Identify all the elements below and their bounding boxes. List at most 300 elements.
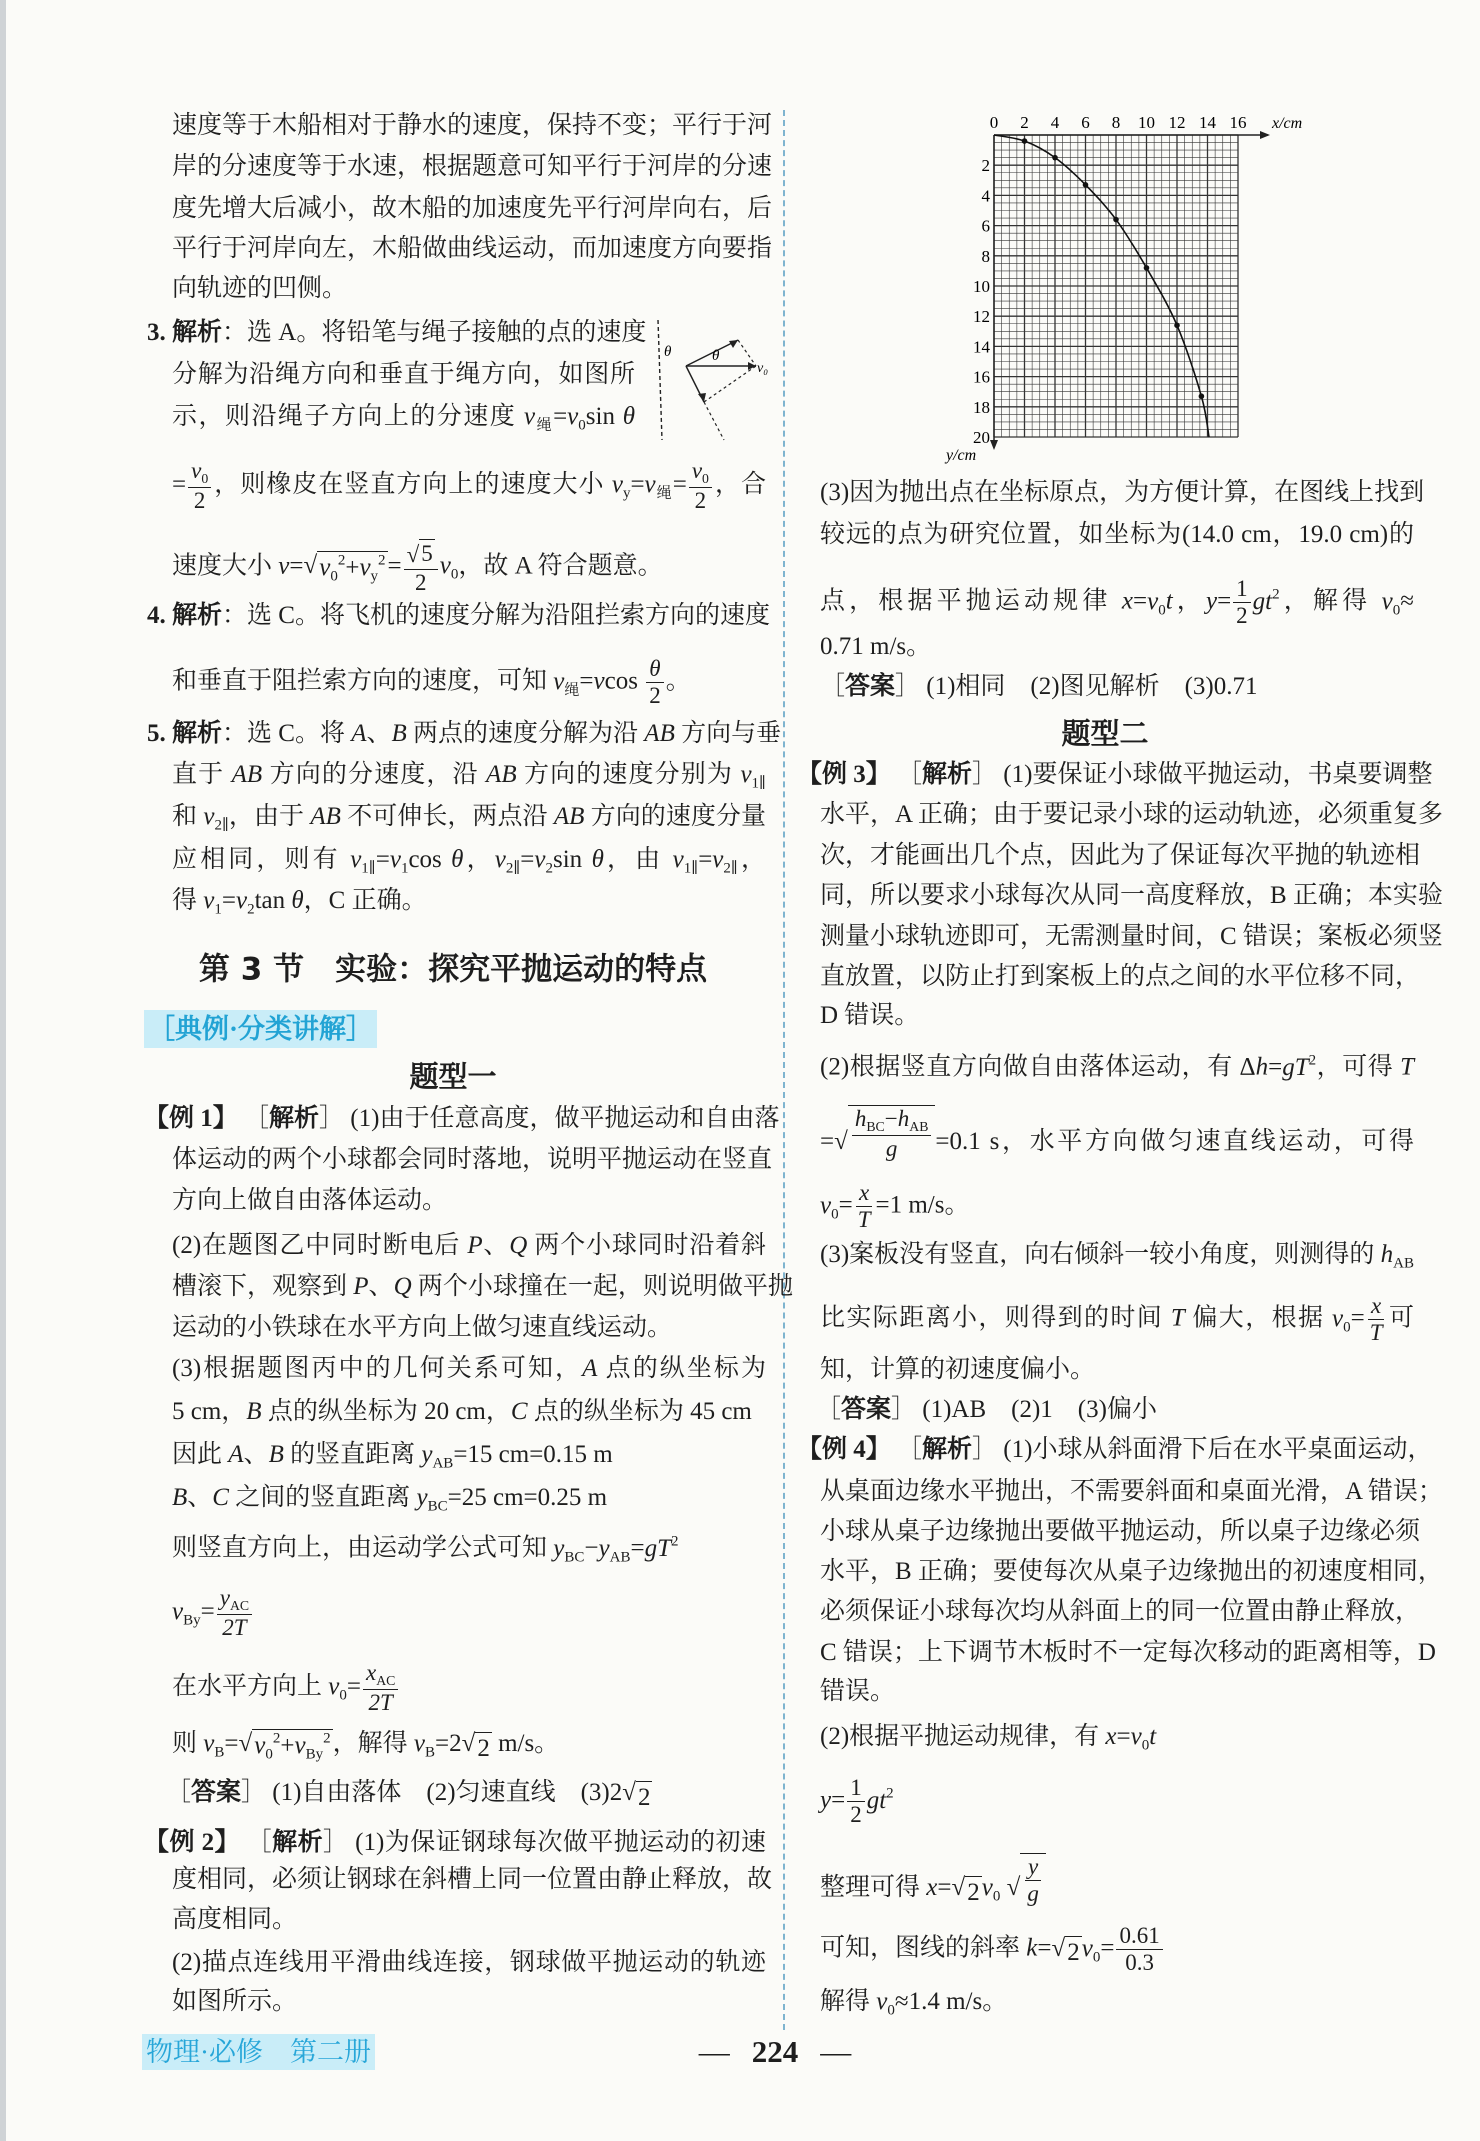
text-run: =: [672, 470, 687, 498]
math-var: [1332, 1304, 1351, 1335]
subscript: B: [424, 1744, 435, 1761]
text-run: 则竖直方向上，由运动学公式可知: [172, 1534, 554, 1562]
text-run: ］ (1)由于任意高度，做平抛运动和自由落: [319, 1105, 780, 1132]
fraction: [1233, 576, 1251, 630]
y-tick-label: 6: [981, 216, 990, 236]
text-run: 2: [649, 683, 661, 709]
text-run: 水平，B 正确；要使每次从桌子边缘抛出的初速度相同，: [820, 1558, 1443, 1585]
text-run: 体运动的两个小球都会同时落地，说明平抛运动在竖直: [172, 1146, 773, 1173]
text-run: 2: [1067, 1939, 1080, 1967]
numerator: [852, 1106, 932, 1136]
fraction: [1367, 1293, 1386, 1347]
text-run: ：选 A。将铅笔与绳子接触的点的速度: [222, 319, 647, 346]
math-symbol: v: [1332, 1304, 1344, 1332]
math-symbol: h: [897, 1106, 910, 1131]
text-line: [172, 1140, 773, 1180]
text-run: =: [820, 1128, 835, 1156]
math-var: [1166, 588, 1173, 615]
math-symbol: v: [876, 1988, 888, 2015]
text-run: 度先增大后减小，故木船的加速度先平行河岸向右，后: [172, 195, 773, 222]
math-var: [1381, 587, 1401, 618]
bold-label: 答案: [191, 1779, 242, 1806]
fraction: [404, 539, 438, 596]
subscript: 0: [1092, 1948, 1101, 1965]
math-var: [219, 1585, 250, 1613]
text-run: 从桌面边缘水平抛出，不需要斜面和桌面光滑，A 错误；: [820, 1478, 1443, 1505]
math-symbol: v: [712, 846, 724, 873]
math-var: [203, 803, 229, 834]
math-symbol: v: [319, 554, 331, 582]
math-var: [413, 1730, 435, 1761]
example-2-line: [144, 1823, 766, 1863]
math-var: [494, 846, 521, 877]
text-run: =0.1 s，水平方向做匀速直线运动，可得: [935, 1128, 1414, 1156]
text-run: 2: [637, 1783, 651, 1811]
text-run: sin: [585, 403, 623, 430]
answer-4-line: [147, 596, 769, 636]
subscript: 绳: [655, 485, 673, 502]
math-symbol: x: [926, 1873, 938, 1901]
text-line: [172, 189, 773, 229]
y-axis-arrow-icon: [990, 440, 998, 450]
math-symbol: P: [467, 1232, 483, 1259]
fraction: [1116, 1923, 1162, 1977]
square-root: [834, 1105, 935, 1162]
text-run: 速度大小: [172, 552, 279, 580]
math-symbol: gT: [644, 1534, 671, 1562]
text-run: 方向的分速度，沿: [262, 761, 487, 788]
radical-sign-icon: √: [406, 542, 420, 568]
subscript: 0: [1158, 601, 1166, 618]
math-var: [1253, 588, 1280, 615]
text-run: 方向与垂: [674, 720, 782, 747]
text-run: 之间的竖直距离: [228, 1484, 417, 1511]
text-line: [820, 836, 1421, 876]
math-symbol: v: [235, 887, 248, 914]
math-var: [598, 1534, 631, 1565]
math-symbol: t: [1165, 587, 1173, 615]
square-root: [622, 1773, 652, 1813]
text-run: +: [280, 1732, 295, 1759]
subscript: AB: [909, 1118, 929, 1134]
math-symbol: v: [278, 552, 290, 580]
text-run: 两个小球同时沿着斜: [527, 1232, 766, 1259]
math-symbol: v: [691, 458, 703, 483]
bold-label: 解析: [269, 1105, 320, 1132]
subscript: BC: [427, 1498, 448, 1515]
text-run: 速度等于木船相对于静水的速度，保持不变；平行于河: [172, 112, 773, 139]
text-line: [820, 1350, 1095, 1390]
denominator: [855, 1207, 874, 1233]
y-tick-label: 8: [981, 246, 990, 266]
formula-line: [820, 1773, 894, 1828]
math-symbol: v: [1147, 587, 1159, 615]
math-var: [1026, 1935, 1037, 1962]
text-run: 。: [665, 667, 691, 695]
text-run: −: [884, 1106, 898, 1131]
data-point: [1052, 155, 1058, 161]
math-var: [740, 761, 766, 792]
text-run: =: [1116, 1723, 1131, 1750]
text-run: 知，计算的初速度偏小。: [820, 1356, 1096, 1383]
math-var: [278, 552, 289, 579]
text-run: ，可得: [1316, 1053, 1401, 1081]
fraction: [363, 1660, 398, 1716]
text-run: 0.61: [1119, 1923, 1160, 1948]
math-symbol: g: [885, 1135, 898, 1161]
text-run: ，由: [603, 846, 673, 873]
text-run: 5 cm，: [172, 1398, 247, 1425]
denominator: [1367, 1320, 1386, 1346]
math-var: [486, 761, 517, 788]
numerator: [217, 1585, 252, 1615]
math-symbol: v: [294, 1732, 306, 1759]
text-run: 的竖直距离: [283, 1441, 422, 1468]
math-symbol: v: [981, 1873, 993, 1901]
denominator: [366, 1690, 396, 1716]
subscript: 0: [831, 1205, 839, 1222]
subscript: 绳: [535, 417, 554, 434]
section-title: 第 3 节 实验：探究平抛运动的特点: [198, 951, 708, 988]
text-run: tan: [254, 887, 292, 914]
text-run: 1: [1236, 575, 1248, 601]
text-run: 如图所示。: [172, 1988, 298, 2015]
superscript: 2: [272, 1730, 281, 1747]
text-run: (2)根据平抛运动规律，有: [820, 1723, 1106, 1750]
text-run: 错误。: [820, 1678, 896, 1705]
math-symbol: h: [1255, 1053, 1269, 1081]
text-run: ，故 A 符合题意。: [458, 552, 663, 580]
math-var: [1147, 587, 1166, 618]
subscript: 2∥: [214, 817, 229, 834]
text-run: (2)根据竖直方向做自由落体运动，有 Δ: [820, 1053, 1256, 1081]
text-run: ≈1.4 m/s。: [894, 1988, 1008, 2015]
formula-line: [820, 1180, 970, 1233]
text-run: 岸的分速度等于水速，根据题意可知平行于河岸的分速: [172, 153, 773, 180]
text-run: 示，则沿绳子方向上的分速度: [172, 403, 524, 430]
text-line: [172, 1435, 613, 1475]
math-symbol: A: [228, 1441, 244, 1468]
math-symbol: v: [254, 1732, 266, 1759]
math-var: [232, 761, 263, 788]
math-symbol: y: [820, 1786, 832, 1814]
text-run: −: [584, 1534, 599, 1562]
math-var: [553, 1534, 585, 1565]
math-var: [981, 1873, 1001, 1905]
formula-line: [172, 1660, 400, 1715]
x-tick-label: 14: [1199, 113, 1216, 132]
text-run: =: [831, 1786, 846, 1814]
text-line: [820, 1040, 1414, 1080]
math-symbol: B: [246, 1398, 262, 1425]
math-symbol: v: [567, 403, 579, 430]
data-point: [1144, 265, 1150, 271]
text-run: 高度相同。: [172, 1906, 298, 1933]
text-run: sin: [553, 846, 592, 873]
math-var: [1282, 1054, 1316, 1081]
subscript: AB: [1393, 1255, 1414, 1272]
math-var: [820, 1191, 839, 1222]
text-run: (2)描点连线用平滑曲线连接，钢球做平抛运动的轨迹: [172, 1949, 766, 1976]
math-symbol: v: [350, 846, 362, 873]
math-symbol: v: [820, 1191, 832, 1219]
math-symbol: v: [172, 1597, 184, 1625]
math-var: [467, 1232, 482, 1259]
radical-sign-icon: √: [1051, 1934, 1066, 1962]
text-run: =: [838, 1191, 853, 1219]
text-run: =: [1100, 1934, 1115, 1962]
math-var: [254, 1730, 281, 1763]
bold-label: 【例 1】: [144, 1105, 238, 1132]
text-run: ］ (1)自由落体 (2)匀速直线 (3)2: [241, 1779, 623, 1806]
math-var: [1371, 1293, 1381, 1318]
math-symbol: y: [1205, 587, 1218, 615]
math-var: [389, 846, 409, 877]
subscript: 0: [702, 470, 709, 486]
text-run: ］ (1)要保证小球做平抛运动，书桌要调整: [972, 761, 1433, 788]
bold-label: 4. 解析: [147, 602, 223, 629]
x-tick-label: 4: [1050, 113, 1060, 132]
math-symbol: gT: [1282, 1053, 1309, 1081]
math-symbol: v: [439, 552, 451, 580]
subscript: 1∥: [751, 775, 766, 792]
numerator: [404, 539, 438, 570]
math-symbol: v: [389, 846, 401, 873]
text-run: ［: [890, 1436, 923, 1463]
text-line: [820, 795, 1443, 835]
math-var: [1171, 1305, 1185, 1332]
square-root: [303, 546, 387, 586]
text-line: [172, 269, 347, 309]
radicand: [1065, 1936, 1082, 1968]
numerator: [1116, 1923, 1162, 1950]
fraction: [188, 458, 211, 514]
text-run: ，: [463, 846, 495, 873]
radical-sign-icon: √: [834, 1128, 848, 1156]
text-run: 2: [477, 1734, 490, 1762]
math-var: [712, 846, 738, 877]
math-var: [328, 1672, 347, 1704]
section-tag: ［典例·分类讲解］: [144, 1010, 377, 1048]
math-var: [421, 1441, 454, 1472]
superscript: 2: [1308, 1052, 1317, 1068]
math-var: [897, 1106, 929, 1134]
math-var: [359, 552, 386, 585]
text-run: =: [1217, 587, 1232, 615]
subscript: 0: [265, 1746, 273, 1763]
text-run: =: [172, 470, 187, 498]
radical-sign-icon: √: [1006, 1873, 1021, 1901]
math-symbol: A: [351, 720, 367, 747]
math-var: [172, 1484, 187, 1511]
text-run: 、: [366, 720, 392, 747]
denominator: [1122, 1950, 1157, 1976]
text-run: =: [221, 887, 236, 914]
x-tick-label: 8: [1111, 113, 1121, 132]
math-symbol: gt: [1252, 587, 1273, 615]
fraction: [855, 1180, 874, 1234]
y-tick-label: 4: [981, 186, 990, 206]
velocity-label: v₀: [757, 361, 769, 376]
math-symbol: C: [510, 1398, 528, 1425]
text-run: 0.3: [1125, 1950, 1154, 1976]
text-run: 因此: [172, 1441, 229, 1468]
rope-velocity-diagram: [648, 318, 770, 442]
text-line: [172, 539, 663, 595]
bold-label: 5. 解析: [147, 720, 223, 747]
subscript: 2∥: [723, 860, 738, 877]
math-symbol: v: [644, 470, 656, 498]
math-symbol: y: [553, 1534, 565, 1562]
math-var: [191, 458, 209, 486]
text-line: [172, 1226, 766, 1266]
y-tick-label: 12: [973, 307, 990, 327]
bold-label: 解析: [922, 761, 973, 788]
math-var: [1105, 1723, 1116, 1750]
text-line: [820, 876, 1443, 916]
text-run: 2: [694, 487, 707, 513]
numerator: [847, 1775, 865, 1802]
math-var: [691, 458, 709, 486]
math-symbol: θ: [649, 656, 661, 681]
math-var: [222, 1615, 246, 1640]
subscript: By: [183, 1612, 201, 1629]
text-run: =1 m/s。: [875, 1191, 970, 1219]
denominator: [847, 1802, 865, 1828]
math-symbol: AB: [486, 761, 517, 788]
book-title-footer: 物理·必修 第二册: [142, 2034, 375, 2070]
text-run: ［: [239, 1829, 273, 1856]
subscript: By: [305, 1746, 324, 1763]
answer-line: [166, 1773, 652, 1813]
math-var: [269, 1441, 284, 1468]
math-var: [319, 552, 346, 585]
text-line: [820, 473, 1425, 513]
math-symbol: v: [593, 667, 605, 695]
math-var: [645, 1535, 679, 1562]
text-run: cos: [408, 846, 452, 873]
radical-sign-icon: √: [238, 1730, 253, 1757]
y-tick-label: 18: [973, 397, 990, 417]
math-symbol: y: [598, 1534, 610, 1562]
subscript: 2: [247, 901, 255, 918]
subscript: 0: [992, 1888, 1001, 1905]
text-line: [172, 355, 635, 395]
math-var: [212, 1484, 229, 1511]
text-run: ，则橡皮在竖直方向上的速度大小: [213, 470, 612, 498]
text-line: [172, 840, 766, 880]
text-run: =: [1350, 1304, 1365, 1332]
text-run: 则: [172, 1730, 204, 1757]
math-var: [611, 470, 631, 502]
formula-line: [172, 1585, 254, 1640]
radical-sign-icon: √: [951, 1873, 966, 1901]
text-run: 度相同，必须让钢球在斜槽上同一位置由静止释放，故: [172, 1866, 773, 1893]
math-var: [294, 1730, 331, 1763]
math-symbol: y: [421, 1441, 433, 1468]
dashed-line: [704, 366, 756, 402]
math-symbol: x: [859, 1180, 870, 1205]
text-run: 应相同，则有: [172, 846, 351, 873]
math-var: [644, 470, 673, 502]
text-run: ］ (1)为保证钢球每次做平抛运动的初速: [323, 1829, 766, 1856]
fraction: [1024, 1854, 1042, 1908]
math-var: [867, 1787, 894, 1814]
text-run: 、: [482, 1232, 510, 1259]
math-var: [553, 667, 580, 698]
page-edge: [0, 0, 6, 2141]
math-symbol: B: [172, 1484, 188, 1511]
subscript: y: [622, 485, 631, 502]
math-symbol: T: [1400, 1053, 1414, 1081]
text-line: [820, 1717, 1156, 1757]
text-run: =: [553, 403, 568, 430]
text-line: [172, 656, 691, 709]
text-run: 点的纵坐标为: [597, 1355, 766, 1382]
radical-sign-icon: √: [303, 552, 318, 580]
math-symbol: v: [1130, 1723, 1142, 1750]
text-run: ：选 C。将: [222, 720, 352, 747]
question-type-heading: 题型一: [409, 1059, 497, 1094]
math-var: [246, 1398, 261, 1425]
example-1-line: [144, 1099, 780, 1139]
math-symbol: h: [1380, 1241, 1394, 1268]
math-symbol: AB: [644, 720, 675, 747]
y-tick-label: 14: [973, 337, 990, 357]
math-symbol: y: [416, 1484, 428, 1511]
math-var: [1081, 1934, 1101, 1965]
math-var: [854, 1106, 885, 1134]
square-root: [407, 539, 435, 569]
text-run: D 错误。: [820, 1002, 920, 1029]
text-run: ：选 C。将飞机的速度分解为沿阻拦索方向的速度: [222, 602, 770, 629]
numerator: [856, 1180, 872, 1207]
text-run: 、: [368, 1273, 394, 1300]
math-var: [509, 1232, 527, 1259]
math-symbol: AB: [310, 803, 341, 830]
math-var: [1028, 1854, 1038, 1879]
math-var: [1400, 1054, 1414, 1081]
fraction: [689, 458, 712, 514]
text-run: =: [289, 552, 304, 580]
formula-line: [172, 1724, 559, 1764]
text-run: =: [520, 846, 535, 873]
numerator: [689, 458, 712, 488]
text-run: cos: [604, 667, 645, 695]
text-run: ，解得: [1279, 587, 1382, 615]
radical-sign-icon: √: [461, 1730, 476, 1757]
text-run: 槽滚下，观察到: [172, 1273, 354, 1300]
superscript: 2: [323, 1730, 331, 1747]
numerator: [646, 656, 663, 683]
x-tick-label: 16: [1229, 113, 1247, 132]
text-run: =15 cm=0.15 m: [453, 1441, 613, 1468]
bold-label: 答案: [845, 673, 896, 700]
data-point: [1174, 322, 1180, 328]
text-run: 较远的点为研究位置，如坐标为(14.0 cm，19.0 cm)的: [820, 521, 1414, 548]
text-line: [820, 1293, 1414, 1346]
text-run: 、: [243, 1441, 269, 1468]
text-run: 方向上做自由落体运动。: [172, 1187, 448, 1214]
radicand: [475, 1732, 492, 1764]
math-symbol: T: [857, 1207, 871, 1233]
math-symbol: v: [1381, 587, 1393, 615]
denominator: [191, 488, 209, 514]
denominator: [883, 1136, 901, 1162]
math-var: [820, 1787, 831, 1814]
math-symbol: v: [672, 846, 684, 873]
example-4-line: [797, 1430, 1433, 1470]
